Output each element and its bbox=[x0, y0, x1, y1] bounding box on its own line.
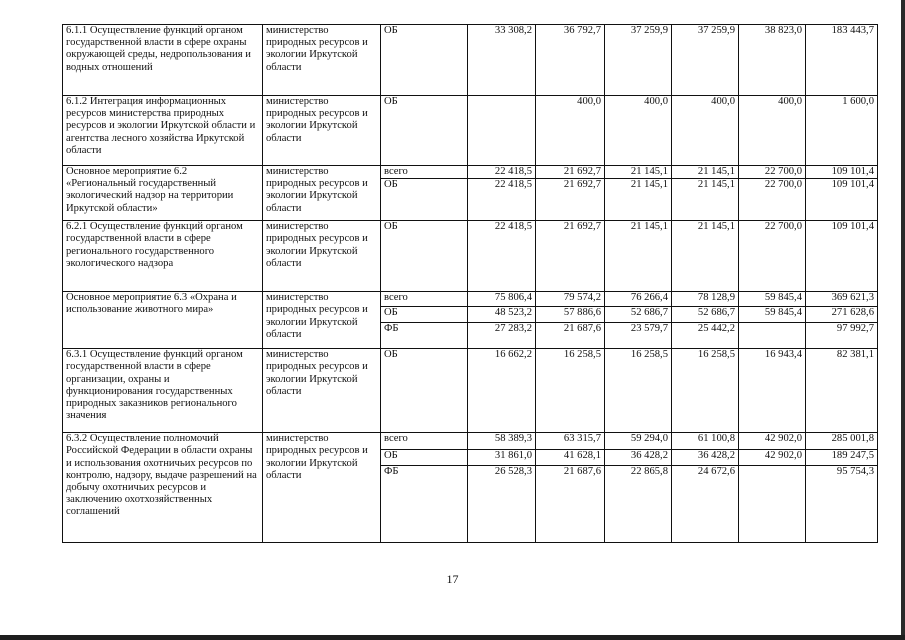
year-value-cell: 52 686,7 bbox=[605, 307, 672, 323]
year-value-cell: 22 418,5 bbox=[468, 221, 536, 292]
year-value-cell: 48 523,2 bbox=[468, 307, 536, 323]
year-value-cell: 33 308,2 bbox=[468, 25, 536, 96]
year-value-cell: 63 315,7 bbox=[536, 433, 605, 450]
year-value-cell: 37 259,9 bbox=[605, 25, 672, 96]
funding-source-cell: ОБ bbox=[381, 25, 468, 96]
total-value-cell: 109 101,4 bbox=[806, 166, 878, 179]
funding-source-cell: ОБ bbox=[381, 349, 468, 433]
total-value-cell: 95 754,3 bbox=[806, 466, 878, 543]
year-value-cell: 79 574,2 bbox=[536, 292, 605, 307]
year-value-cell: 41 628,1 bbox=[536, 450, 605, 466]
funding-source-cell: всего bbox=[381, 433, 468, 450]
measure-name-cell: 6.1.1 Осуществление функций органом государственной власти в сфере охраны окружающей среды, недропользования и водных отношений bbox=[63, 25, 263, 96]
year-value-cell: 16 258,5 bbox=[672, 349, 739, 433]
year-value-cell: 22 700,0 bbox=[739, 221, 806, 292]
year-value-cell bbox=[739, 466, 806, 543]
year-value-cell: 21 687,6 bbox=[536, 323, 605, 349]
year-value-cell: 36 792,7 bbox=[536, 25, 605, 96]
year-value-cell: 58 389,3 bbox=[468, 433, 536, 450]
year-value-cell: 16 662,2 bbox=[468, 349, 536, 433]
executor-cell: министерство природных ресурсов и экологии Иркутской области bbox=[263, 349, 381, 433]
funding-source-cell: ФБ bbox=[381, 466, 468, 543]
year-value-cell: 59 845,4 bbox=[739, 307, 806, 323]
budget-table bbox=[62, 24, 878, 543]
table-row bbox=[63, 96, 878, 166]
total-value-cell: 82 381,1 bbox=[806, 349, 878, 433]
total-value-cell: 183 443,7 bbox=[806, 25, 878, 96]
year-value-cell: 27 283,2 bbox=[468, 323, 536, 349]
executor-cell: министерство природных ресурсов и экологии Иркутской области bbox=[263, 221, 381, 292]
measure-name-cell: 6.3.2 Осуществление полномочий Российской Федерации в области охраны и использования охотничьих ресурсов по контролю, надзору, выдаче разрешений на добычу охотничьих ресурсов и заключению охотхозяйственных соглашений bbox=[63, 433, 263, 543]
total-value-cell: 189 247,5 bbox=[806, 450, 878, 466]
year-value-cell: 400,0 bbox=[536, 96, 605, 166]
year-value-cell: 59 845,4 bbox=[739, 292, 806, 307]
total-value-cell: 109 101,4 bbox=[806, 179, 878, 221]
measure-name-cell: 6.2.1 Осуществление функций органом государственной власти в сфере регионального государственного экологического надзора bbox=[63, 221, 263, 292]
year-value-cell: 31 861,0 bbox=[468, 450, 536, 466]
year-value-cell: 52 686,7 bbox=[672, 307, 739, 323]
year-value-cell: 22 700,0 bbox=[739, 179, 806, 221]
year-value-cell: 21 145,1 bbox=[605, 166, 672, 179]
table-row bbox=[63, 166, 878, 179]
year-value-cell: 400,0 bbox=[672, 96, 739, 166]
funding-source-cell: ОБ bbox=[381, 221, 468, 292]
total-value-cell: 97 992,7 bbox=[806, 323, 878, 349]
scan-edge-right bbox=[901, 0, 905, 640]
year-value-cell: 22 418,5 bbox=[468, 166, 536, 179]
table-row bbox=[63, 221, 878, 292]
funding-source-cell: всего bbox=[381, 292, 468, 307]
executor-cell: министерство природных ресурсов и экологии Иркутской области bbox=[263, 25, 381, 96]
year-value-cell: 57 886,6 bbox=[536, 307, 605, 323]
year-value-cell: 400,0 bbox=[739, 96, 806, 166]
scan-edge-bottom bbox=[0, 635, 905, 640]
total-value-cell: 1 600,0 bbox=[806, 96, 878, 166]
year-value-cell: 23 579,7 bbox=[605, 323, 672, 349]
year-value-cell: 61 100,8 bbox=[672, 433, 739, 450]
year-value-cell: 37 259,9 bbox=[672, 25, 739, 96]
year-value-cell: 21 692,7 bbox=[536, 166, 605, 179]
year-value-cell: 21 687,6 bbox=[536, 466, 605, 543]
year-value-cell: 16 943,4 bbox=[739, 349, 806, 433]
year-value-cell: 21 145,1 bbox=[672, 166, 739, 179]
year-value-cell: 21 145,1 bbox=[672, 179, 739, 221]
year-value-cell: 36 428,2 bbox=[605, 450, 672, 466]
year-value-cell: 42 902,0 bbox=[739, 450, 806, 466]
table-row bbox=[63, 349, 878, 433]
executor-cell: министерство природных ресурсов и экологии Иркутской области bbox=[263, 433, 381, 543]
year-value-cell: 16 258,5 bbox=[605, 349, 672, 433]
executor-cell: министерство природных ресурсов и экологии Иркутской области bbox=[263, 292, 381, 349]
year-value-cell: 400,0 bbox=[605, 96, 672, 166]
measure-name-cell: Основное мероприятие 6.3 «Охрана и использование животного мира» bbox=[63, 292, 263, 349]
funding-source-cell: ОБ bbox=[381, 179, 468, 221]
year-value-cell: 38 823,0 bbox=[739, 25, 806, 96]
year-value-cell bbox=[739, 323, 806, 349]
funding-source-cell: всего bbox=[381, 166, 468, 179]
table-row bbox=[63, 25, 878, 96]
table-row bbox=[63, 433, 878, 450]
year-value-cell: 59 294,0 bbox=[605, 433, 672, 450]
year-value-cell: 25 442,2 bbox=[672, 323, 739, 349]
measure-name-cell: 6.3.1 Осуществление функций органом государственной власти в сфере организации, охраны и функционирования государственных природных заказников регионального значения bbox=[63, 349, 263, 433]
year-value-cell bbox=[468, 96, 536, 166]
year-value-cell: 24 672,6 bbox=[672, 466, 739, 543]
table-row bbox=[63, 292, 878, 307]
funding-source-cell: ОБ bbox=[381, 307, 468, 323]
year-value-cell: 21 145,1 bbox=[605, 179, 672, 221]
year-value-cell: 42 902,0 bbox=[739, 433, 806, 450]
total-value-cell: 109 101,4 bbox=[806, 221, 878, 292]
year-value-cell: 26 528,3 bbox=[468, 466, 536, 543]
year-value-cell: 21 145,1 bbox=[605, 221, 672, 292]
funding-source-cell: ФБ bbox=[381, 323, 468, 349]
total-value-cell: 285 001,8 bbox=[806, 433, 878, 450]
total-value-cell: 369 621,3 bbox=[806, 292, 878, 307]
year-value-cell: 75 806,4 bbox=[468, 292, 536, 307]
page-number: 17 bbox=[446, 572, 459, 586]
executor-cell: министерство природных ресурсов и экологии Иркутской области bbox=[263, 96, 381, 166]
year-value-cell: 22 418,5 bbox=[468, 179, 536, 221]
year-value-cell: 16 258,5 bbox=[536, 349, 605, 433]
funding-source-cell: ОБ bbox=[381, 96, 468, 166]
year-value-cell: 22 865,8 bbox=[605, 466, 672, 543]
funding-source-cell: ОБ bbox=[381, 450, 468, 466]
measure-name-cell: Основное мероприятие 6.2 «Региональный государственный экологический надзор на территории Иркутской области» bbox=[63, 166, 263, 221]
year-value-cell: 21 692,7 bbox=[536, 221, 605, 292]
executor-cell: министерство природных ресурсов и экологии Иркутской области bbox=[263, 166, 381, 221]
year-value-cell: 78 128,9 bbox=[672, 292, 739, 307]
year-value-cell: 76 266,4 bbox=[605, 292, 672, 307]
measure-name-cell: 6.1.2 Интеграция информационных ресурсов министерства природных ресурсов и экологии Иркутской области и агентства лесного хозяйства Иркутской области bbox=[63, 96, 263, 166]
year-value-cell: 36 428,2 bbox=[672, 450, 739, 466]
year-value-cell: 21 692,7 bbox=[536, 179, 605, 221]
year-value-cell: 22 700,0 bbox=[739, 166, 806, 179]
year-value-cell: 21 145,1 bbox=[672, 221, 739, 292]
total-value-cell: 271 628,6 bbox=[806, 307, 878, 323]
